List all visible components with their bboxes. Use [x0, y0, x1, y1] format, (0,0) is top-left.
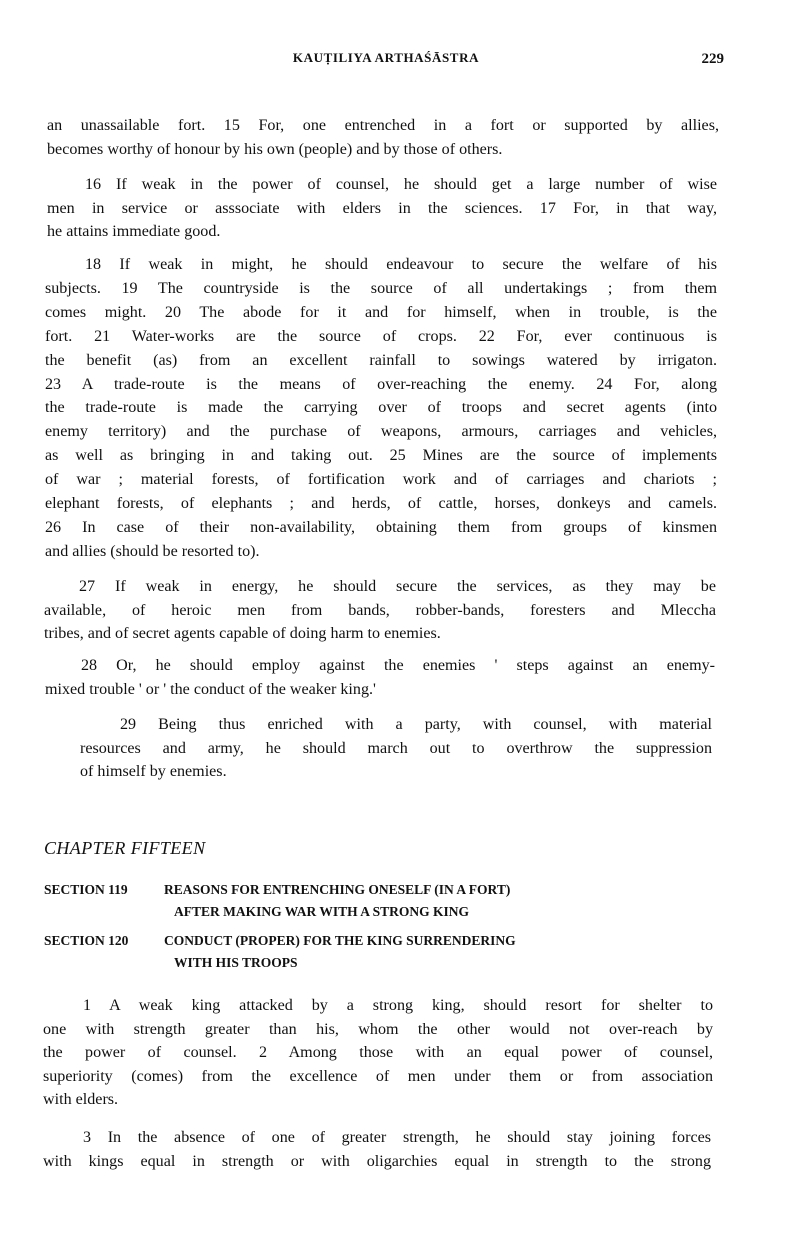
text-line: the benefit (as) from an excellent rainfall to sowings watered by irrigaton.: [45, 351, 717, 369]
paragraph: [45, 654, 715, 701]
section-label: SECTION 120: [44, 933, 129, 948]
text-line: and allies (should be resorted to).: [45, 542, 260, 560]
paragraph: [80, 713, 712, 784]
paragraph: [44, 575, 716, 646]
paragraph: [45, 253, 717, 564]
text-line: 29 Being thus enriched with a party, with counsel, with material: [120, 716, 712, 733]
text-line: an unassailable fort. 15 For, one entrenched in a fort or supported by allies,: [47, 117, 719, 134]
text-line: mixed trouble ' or ' the conduct of the weaker king.': [45, 680, 376, 698]
text-line: the power of counsel. 2 Among those with an equal power of counsel,: [43, 1044, 713, 1062]
section-title-line: WITH HIS TROOPS: [174, 955, 298, 970]
text-line: 1 A weak king attacked by a strong king, should resort for shelter to: [83, 997, 713, 1014]
text-line: 16 If weak in the power of counsel, he should get a large number of wise: [85, 176, 717, 193]
text-line: he attains immediate good.: [47, 223, 221, 241]
section-title: [164, 879, 684, 923]
text-line: 18 If weak in might, he should endeavour to secure the welfare of his: [85, 256, 717, 273]
paragraph: [43, 1126, 711, 1173]
text-line: resources and army, he should march out to overthrow the suppression: [80, 739, 712, 757]
text-line: 3 In the absence of one of greater strength, he should stay joining forces: [83, 1129, 711, 1146]
running-head: KAUṬILIYA ARTHAŚĀSTRA: [292, 50, 480, 65]
section-label: SECTION 119: [44, 882, 128, 897]
paragraph: [47, 114, 719, 161]
text-line: enemy territory) and the purchase of weapons, armours, carriages and vehicles,: [45, 423, 717, 441]
text-line: available, of heroic men from bands, robber-bands, foresters and Mleccha: [44, 601, 716, 619]
text-line: one with strength greater than his, whom the other would not over-reach by: [43, 1020, 713, 1038]
text-line: as well as bringing in and taking out. 25 Mines are the source of implements: [45, 447, 717, 465]
text-line: 28 Or, he should employ against the enemies ' steps against an enemy-: [81, 657, 715, 674]
section-title: [164, 930, 684, 974]
section-title-line: CONDUCT (PROPER) FOR THE KING SURRENDERING: [164, 933, 516, 948]
text-line: of himself by enemies.: [80, 763, 227, 781]
text-line: comes might. 20 The abode for it and for himself, when in trouble, is the: [45, 303, 717, 321]
paragraph: [47, 173, 717, 244]
text-line: subjects. 19 The countryside is the source of all undertakings ; from them: [45, 279, 717, 297]
text-line: with elders.: [43, 1091, 119, 1109]
text-line: men in service or asssociate with elders in the sciences. 17 For, in that way,: [47, 199, 717, 217]
text-line: of war ; material forests, of fortification work and of carriages and chariots ;: [45, 471, 717, 489]
text-line: elephant forests, of elephants ; and herds, of cattle, horses, donkeys and camels.: [45, 495, 717, 513]
page-header: [44, 50, 728, 72]
text-line: fort. 21 Water-works are the source of crops. 22 For, ever continuous is: [45, 327, 717, 345]
section-title-line: REASONS FOR ENTRENCHING ONESELF (IN A FORT): [164, 882, 511, 897]
text-line: with kings equal in strength or with oligarchies equal in strength to the strong: [43, 1152, 711, 1170]
section-heading: [44, 930, 724, 974]
text-line: superiority (comes) from the excellence of men under them or from association: [43, 1067, 713, 1085]
page-number: 229: [701, 51, 724, 67]
section-title-line: AFTER MAKING WAR WITH A STRONG KING: [174, 904, 470, 919]
section-heading: [44, 879, 724, 923]
text-line: 27 If weak in energy, he should secure the services, as they may be: [79, 578, 716, 595]
chapter-heading: CHAPTER FIFTEEN: [44, 838, 206, 858]
text-line: 26 In case of their non-availability, obtaining them from groups of kinsmen: [45, 518, 717, 536]
paragraph: [43, 994, 713, 1112]
text-line: 23 A trade-route is the means of over-reaching the enemy. 24 For, along: [45, 375, 717, 393]
text-line: becomes worthy of honour by his own (people) and by those of others.: [47, 140, 503, 158]
text-line: tribes, and of secret agents capable of doing harm to enemies.: [44, 625, 441, 643]
text-line: the trade-route is made the carrying over of troops and secret agents (into: [45, 399, 717, 417]
